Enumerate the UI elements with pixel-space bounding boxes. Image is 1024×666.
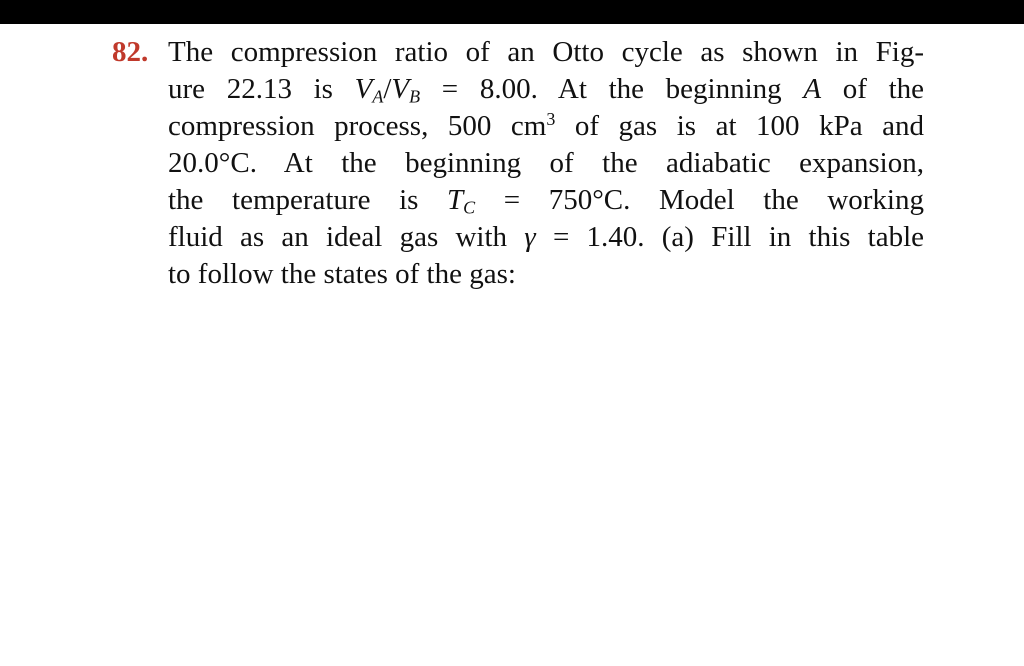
line3-pre: compression process, 500 cm — [168, 110, 547, 142]
line2-pre: ure 22.13 is — [168, 73, 355, 105]
volume-a-subscript: A — [372, 86, 384, 107]
volume-b-subscript: B — [409, 86, 421, 107]
line2-mid: = 8.00. At the beginning — [420, 73, 804, 105]
problem-text-line-1: The compression ratio of an Otto cycle as shown in Fig- — [168, 36, 924, 68]
volume-b-symbol: V — [391, 73, 410, 105]
problem-text-line-2 — [168, 71, 924, 108]
line6-post: = 1.40. (a) Fill in this table — [535, 221, 925, 253]
gamma-symbol: γ — [524, 221, 536, 253]
line5-pre: the temperature is — [168, 184, 448, 216]
top-black-bar — [0, 0, 1024, 24]
problem-text-line-5 — [168, 182, 924, 219]
line5-post: = 750°C. Model the working — [475, 184, 924, 216]
line2-post: of the — [821, 73, 924, 105]
problem-number: 82. — [112, 36, 149, 68]
ratio-slash: / — [383, 73, 392, 105]
line6-pre: fluid as an ideal gas with — [168, 221, 525, 253]
cubic-exponent: 3 — [546, 109, 556, 130]
state-a-symbol: A — [803, 73, 822, 105]
problem-text-line-4: 20.0°C. At the beginning of the adiabatic expansion, — [168, 147, 924, 179]
problem-text-line-7: to follow the states of the gas: — [168, 258, 516, 290]
temperature-subscript: C — [463, 197, 476, 218]
problem-text-line-6 — [168, 219, 924, 256]
problem-text-line-3 — [168, 108, 924, 145]
temperature-symbol: T — [447, 184, 464, 216]
volume-a-symbol: V — [354, 73, 373, 105]
line3-post: of gas is at 100 kPa and — [555, 110, 924, 142]
